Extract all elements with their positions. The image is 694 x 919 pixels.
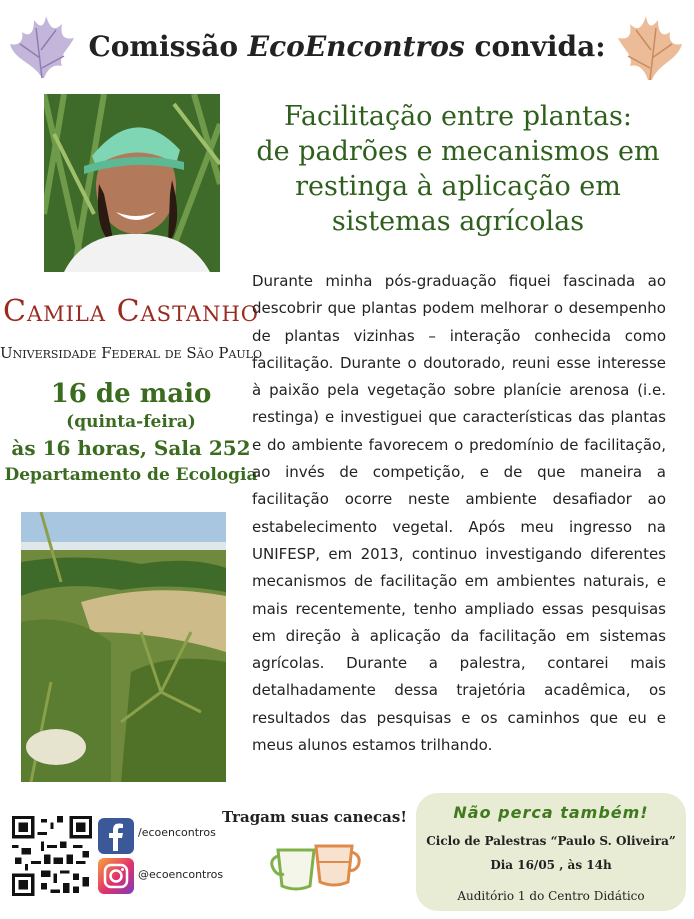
event-date: 16 de maio: [50, 379, 212, 409]
speaker-affiliation: Universidade Federal de São Paulo: [0, 344, 262, 362]
qr-code-icon[interactable]: [12, 816, 92, 896]
also-series: Ciclo de Palestras “Paulo S. Oliveira”: [426, 834, 676, 848]
talk-title-line: de padrões e mecanismos em: [256, 136, 660, 167]
event-department: Departamento de Ecologia: [4, 465, 258, 485]
speaker-photo: [44, 94, 220, 272]
also-date: Dia 16/05 , às 14h: [490, 858, 612, 872]
talk-abstract: Durante minha pós-graduação fiquei fascinada ao descobrir que plantas podem melhorar o desempenho de plantas vizinhas – interação conhecida como facilitação. Durante o doutorado, reuni esse interesse à paixão pela vegetação sobre planície arenosa (i.e. restinga) e investiguei que características das plantas e do ambiente favorecem o predomínio de facilitação, ao invés de competição, e de que maneira a facilitação ocorre neste ambiente desafiador ao estabelecimento vegetal. Após meu ingresso na UNIFESP, em 2013, continuo investigando diferentes mecanismos de facilitação em ambientes naturais, e mais recentemente, tenho ampliado essas pesquisas em direção à aplicação da facilitação em sistemas agrícolas. Durante a palestra, contarei mais detalhadamente dessa trajetória acadêmica, os resultados das pesquisas e os caminhos que eu e meus alunos estamos trilhando.: [252, 272, 666, 755]
header-emphasis: EcoEncontros: [247, 30, 465, 63]
talk-title-line: sistemas agrícolas: [331, 206, 585, 237]
instagram-handle[interactable]: @ecoencontros: [138, 868, 224, 881]
speaker-name: Camila Castanho: [3, 294, 259, 329]
instagram-icon[interactable]: [98, 858, 134, 894]
header-suffix: convida:: [464, 30, 606, 63]
facebook-handle[interactable]: /ecoencontros: [138, 826, 216, 839]
facebook-icon[interactable]: [98, 818, 134, 854]
header-title: [0, 30, 694, 63]
leaf-right-icon: [612, 8, 688, 84]
event-weekday: (quinta-feira): [66, 412, 196, 432]
talk-title: [246, 99, 670, 239]
also-place: Auditório 1 do Centro Didático: [457, 889, 645, 903]
leaf-left-icon: [4, 8, 80, 84]
event-details: [0, 378, 262, 488]
talk-title-line: Facilitação entre plantas:: [283, 101, 633, 132]
also-heading: Não perca também!: [453, 803, 649, 822]
bring-mugs-note: Tragam suas canecas!: [222, 808, 407, 826]
talk-title-line: restinga à aplicação em: [295, 171, 621, 202]
restinga-photo: [21, 512, 226, 782]
event-time-place: às 16 horas, Sala 252: [11, 436, 251, 460]
mugs-icon: [268, 836, 364, 896]
header-prefix: Comissão: [88, 30, 248, 63]
